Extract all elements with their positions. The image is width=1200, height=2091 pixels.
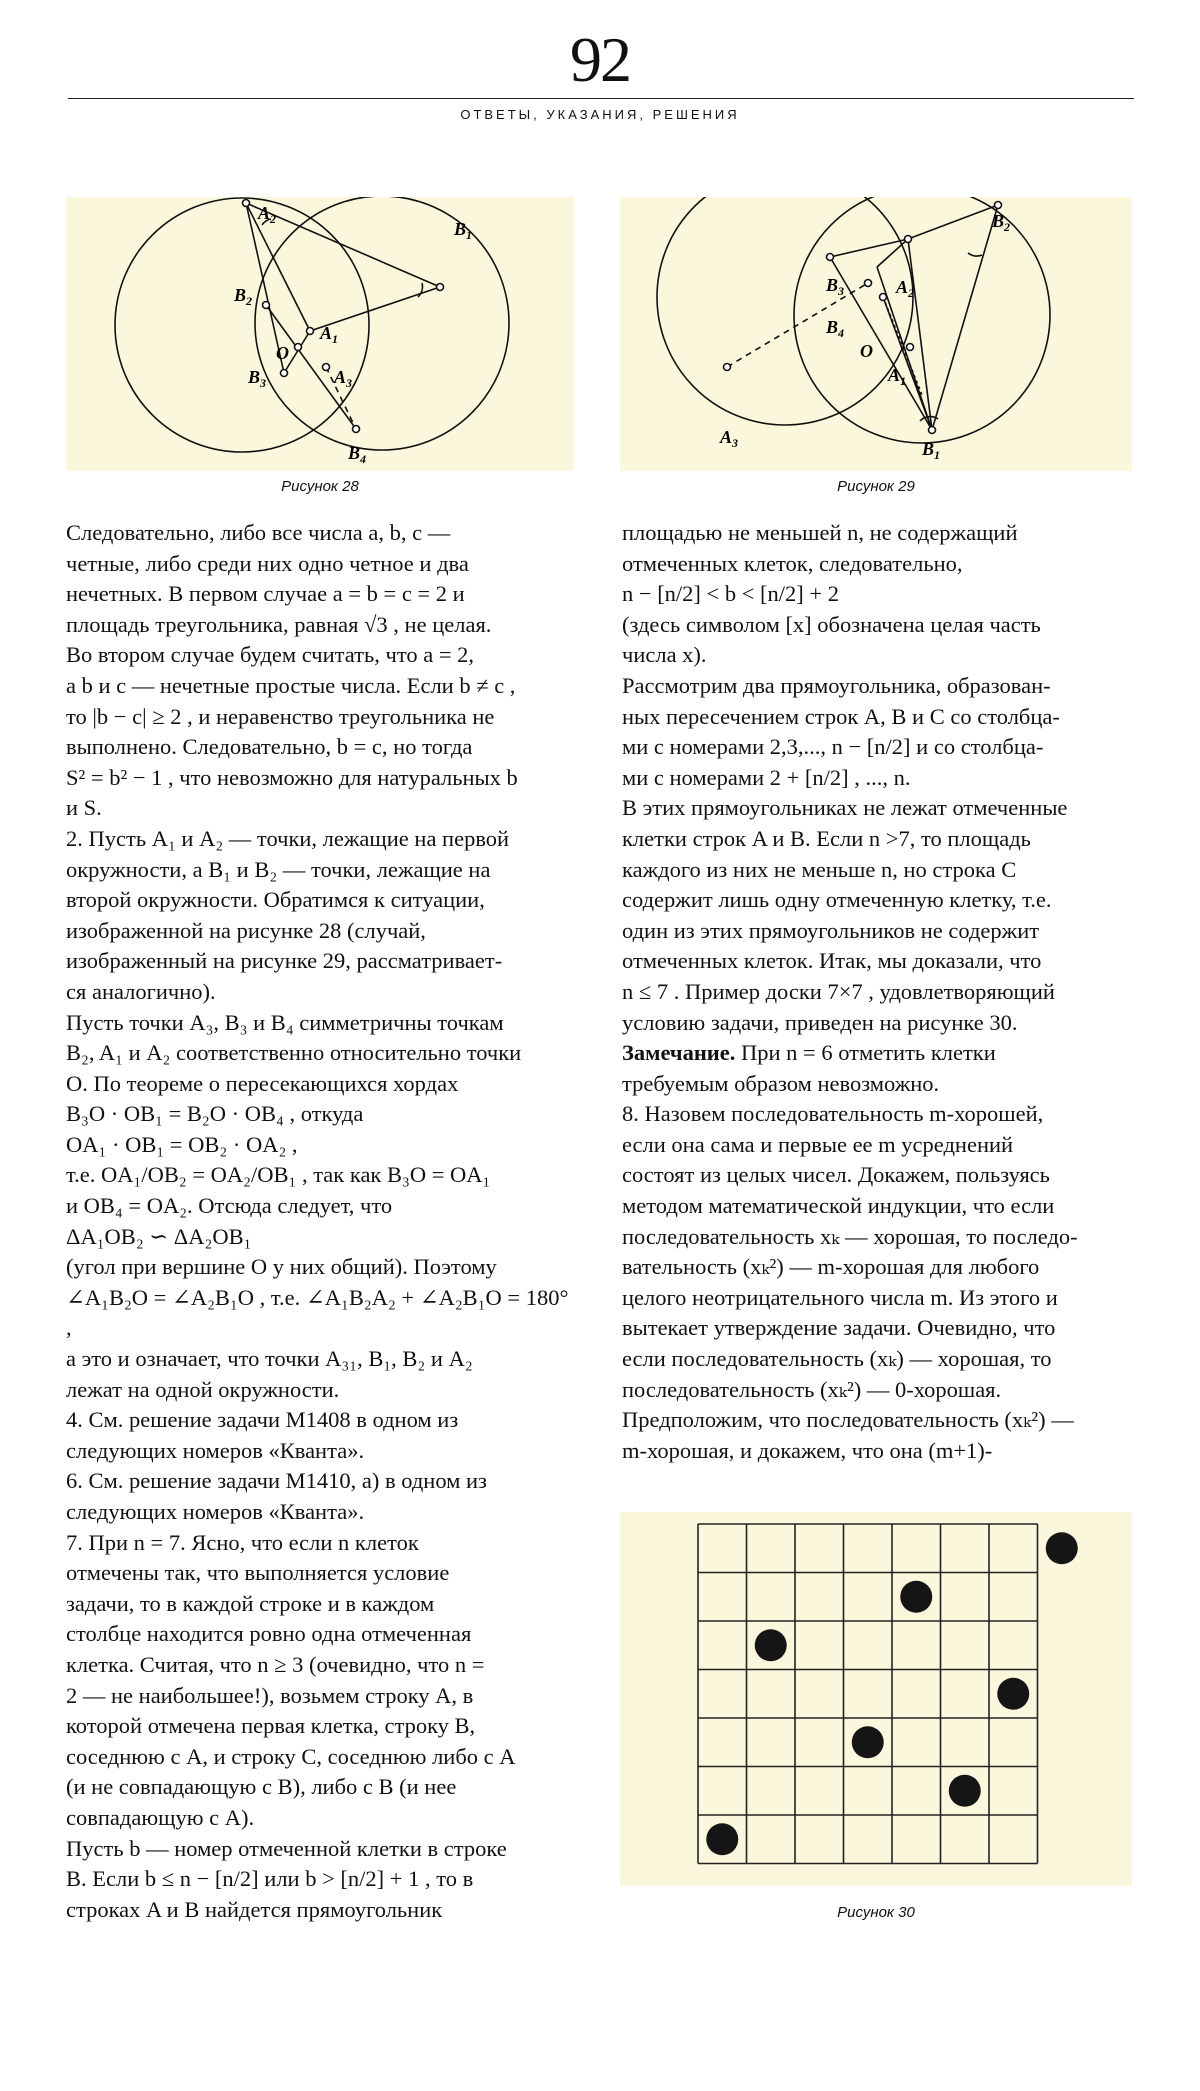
text-line: отмеченных клеток. Итак, мы доказали, что bbox=[622, 948, 1042, 974]
text-line: площадью не меньшей n, не содержащий bbox=[622, 520, 1018, 545]
text-line: изображенный на рисунке 29, рассматривает- bbox=[66, 948, 503, 974]
text-line: следующих номеров «Кванта». bbox=[66, 1499, 365, 1524]
text-line: соседнюю с A, и строку C, соседнюю либо с A bbox=[66, 1743, 516, 1769]
left-column bbox=[66, 518, 578, 1925]
text-line: Пусть точки A₃, B₃ и B₄ симметричны точкам bbox=[66, 1009, 504, 1035]
text-line: площадь треугольника, равная √3 , не целая. bbox=[66, 611, 492, 637]
text-line: S² = b² − 1 , что невозможно для натуральных b bbox=[66, 764, 518, 790]
text-line: 8. Назовем последовательность m-хорошей, bbox=[622, 1101, 1044, 1127]
text-line: второй окружности. Обратимся к ситуации, bbox=[66, 887, 485, 913]
text-line: числа x). bbox=[622, 642, 707, 668]
text-line: условию задачи, приведен на рисунке 30. bbox=[622, 1009, 1018, 1035]
text-line: (и не совпадающую с B), либо с B (и нее bbox=[66, 1774, 457, 1800]
label-A3: $A_3$ bbox=[720, 427, 739, 450]
text-line: ∠A₁B₂O = ∠A₂B₁O , т.е. ∠A₁B₂A₂ + ∠A₂B₁O = 180° , bbox=[66, 1284, 569, 1341]
text-line: если последовательность (xₖ) — хорошая, то bbox=[622, 1346, 1052, 1372]
text-line: n − [n/2] < b < [n/2] + 2 bbox=[622, 581, 839, 607]
marked-cell-dot bbox=[1046, 1532, 1078, 1564]
label-A1: $A_1$ bbox=[320, 323, 339, 346]
figure-29-caption: Рисунок 29 bbox=[837, 478, 915, 495]
label-A3: $A_3$ bbox=[334, 367, 353, 390]
text-line: ми с номерами 2 + [n/2] , ..., n. bbox=[622, 764, 911, 790]
text-line: Следовательно, либо все числа a, b, c — bbox=[66, 520, 451, 545]
text-line: ми с номерами 2,3,..., n − [n/2] и со столбца- bbox=[622, 734, 1044, 760]
text-line: m-хорошая, и докажем, что она (m+1)- bbox=[622, 1437, 993, 1463]
marked-cell-dot bbox=[755, 1629, 787, 1661]
text-line: вательность (xₖ²) — m-хорошая для любого bbox=[622, 1254, 1040, 1280]
label-O: O bbox=[276, 343, 289, 363]
text-line: строках A и B найдется прямоугольник bbox=[66, 1896, 443, 1922]
text-line: B₂, A₁ и A₂ соответственно относительно точки bbox=[66, 1040, 522, 1066]
text-line: В этих прямоугольниках не лежат отмеченные bbox=[622, 795, 1068, 821]
text-line: последовательность xₖ — хорошая, то последо- bbox=[622, 1223, 1078, 1249]
text-line: (угол при вершине O у них общий). Поэтому bbox=[66, 1254, 497, 1280]
text-line: требуемым образом невозможно. bbox=[622, 1070, 940, 1096]
text-line: столбце находится ровно одна отмеченная bbox=[66, 1621, 472, 1647]
text-line: один из этих прямоугольников не содержит bbox=[622, 917, 1040, 943]
figure-28-caption: Рисунок 28 bbox=[281, 478, 359, 495]
remark-label: Замечание. bbox=[622, 1040, 736, 1066]
marked-cell-dot bbox=[706, 1823, 738, 1855]
label-B4: $B_4$ bbox=[826, 317, 845, 340]
text-line: Рассмотрим два прямоугольника, образован- bbox=[622, 672, 1051, 698]
text-line: и OB₄ = OA₂. Отсюда следует, что bbox=[66, 1193, 393, 1219]
text-line: клетка. Считая, что n ≥ 3 (очевидно, что n = bbox=[66, 1651, 485, 1677]
remark-text: При n = 6 отметить клетки bbox=[735, 1040, 996, 1066]
text-line: B₃O · OB₁ = B₂O · OB₄ , откуда bbox=[66, 1101, 364, 1127]
label-A2: $A_2$ bbox=[896, 277, 915, 300]
right-column bbox=[622, 518, 1130, 1466]
text-line: состоят из целых чисел. Докажем, пользуясь bbox=[622, 1162, 1050, 1188]
figure-28 bbox=[66, 197, 574, 471]
text-line: содержит лишь одну отмеченную клетку, т.е. bbox=[622, 887, 1052, 913]
text-line: B. Если b ≤ n − [n/2] или b > [n/2] + 1 , то в bbox=[66, 1866, 474, 1892]
label-B4: $B_4$ bbox=[348, 443, 367, 466]
text-line: целого неотрицательного числа m. Из этого и bbox=[622, 1284, 1058, 1310]
marked-cell-dot bbox=[900, 1581, 932, 1613]
marked-cell-dot bbox=[949, 1775, 981, 1807]
text-line: OA₁ · OB₁ = OB₂ · OA₂ , bbox=[66, 1131, 298, 1157]
label-A2: $A_2$ bbox=[258, 203, 277, 226]
text-line: Во втором случае будем считать, что a = 2, bbox=[66, 642, 475, 668]
text-line: т.е. OA₁/OB₂ = OA₂/OB₁ , так как B₃O = OA₁ bbox=[66, 1162, 491, 1188]
text-line: совпадающую с A). bbox=[66, 1804, 255, 1830]
text-line: n ≤ 7 . Пример доски 7×7 , удовлетворяющий bbox=[622, 978, 1055, 1004]
text-line: O. По теореме о пересекающихся хордах bbox=[66, 1070, 459, 1096]
text-line: методом математической индукции, что если bbox=[622, 1193, 1055, 1219]
text-line: которой отмечена первая клетка, строку B, bbox=[66, 1713, 476, 1739]
text-line: a b и c — нечетные простые числа. Если b ≠ c , bbox=[66, 672, 516, 698]
label-B2: $B_2$ bbox=[992, 211, 1011, 234]
text-line: нечетных. В первом случае a = b = c = 2 и bbox=[66, 581, 465, 607]
figure-29 bbox=[620, 197, 1132, 471]
text-line: Пусть b — номер отмеченной клетки в строке bbox=[66, 1835, 507, 1861]
text-line: если она сама и первые ее m усреднений bbox=[622, 1131, 1014, 1157]
text-line: 6. См. решение задачи М1410, а) в одном из bbox=[66, 1468, 487, 1494]
text-line: ΔA₁OB₂ ∽ ΔA₂OB₁ bbox=[66, 1223, 252, 1249]
figure-30-caption: Рисунок 30 bbox=[837, 1904, 915, 1921]
text-line: ся аналогично). bbox=[66, 978, 216, 1004]
text-line: 4. См. решение задачи М1408 в одном из bbox=[66, 1407, 459, 1433]
text-line: отмечены так, что выполняется условие bbox=[66, 1560, 450, 1586]
label-B1: $B_1$ bbox=[922, 439, 941, 462]
text-line: ных пересечением строк A, B и C со столбца- bbox=[622, 703, 1060, 729]
text-line: 2 — не наибольшее!), возьмем строку A, в bbox=[66, 1682, 474, 1708]
text-line: клетки строк A и B. Если n >7, то площадь bbox=[622, 825, 1031, 851]
label-A1: $A_1$ bbox=[888, 365, 907, 388]
text-line: и S. bbox=[66, 795, 102, 821]
section-title: ОТВЕТЫ, УКАЗАНИЯ, РЕШЕНИЯ bbox=[460, 107, 740, 122]
page-number: 92 bbox=[570, 24, 630, 95]
remark-line bbox=[622, 1038, 1130, 1069]
header-rule bbox=[68, 98, 1134, 99]
label-O: O bbox=[860, 341, 873, 361]
text-line: лежат на одной окружности. bbox=[66, 1376, 340, 1402]
marked-cell-dot bbox=[997, 1678, 1029, 1710]
text-line: 2. Пусть A₁ и A₂ — точки, лежащие на первой bbox=[66, 825, 510, 851]
label-B3: $B_3$ bbox=[826, 275, 845, 298]
text-line: (здесь символом [x] обозначена целая часть bbox=[622, 611, 1041, 637]
text-line: вытекает утверждение задачи. Очевидно, что bbox=[622, 1315, 1056, 1341]
text-line: то |b − c| ≥ 2 , и неравенство треугольника не bbox=[66, 703, 495, 729]
text-line: Предположим, что последовательность (xₖ²) — bbox=[622, 1407, 1074, 1433]
text-line: каждого из них не меньше n, но строка C bbox=[622, 856, 1017, 882]
text-line: а это и означает, что точки A₃₁, B₁, B₂ и A₂ bbox=[66, 1346, 473, 1372]
label-B3: $B_3$ bbox=[248, 367, 267, 390]
text-line: задачи, то в каждой строке и в каждом bbox=[66, 1590, 435, 1616]
label-B2: $B_2$ bbox=[234, 285, 253, 308]
text-line: окружности, а B₁ и B₂ — точки, лежащие на bbox=[66, 856, 491, 882]
text-line: четные, либо среди них одно четное и два bbox=[66, 550, 469, 576]
text-line: изображенной на рисунке 28 (случай, bbox=[66, 917, 426, 943]
text-line: следующих номеров «Кванта». bbox=[66, 1437, 365, 1463]
text-line: последовательность (xₖ²) — 0-хорошая. bbox=[622, 1376, 1002, 1402]
marked-cell-dot bbox=[852, 1726, 884, 1758]
text-line: выполнено. Следовательно, b = c, но тогда bbox=[66, 734, 473, 760]
text-line: 7. При n = 7. Ясно, что если n клеток bbox=[66, 1529, 419, 1555]
figure-30 bbox=[620, 1512, 1132, 1886]
label-B1: $B_1$ bbox=[454, 219, 473, 242]
text-line: отмеченных клеток, следовательно, bbox=[622, 550, 963, 576]
